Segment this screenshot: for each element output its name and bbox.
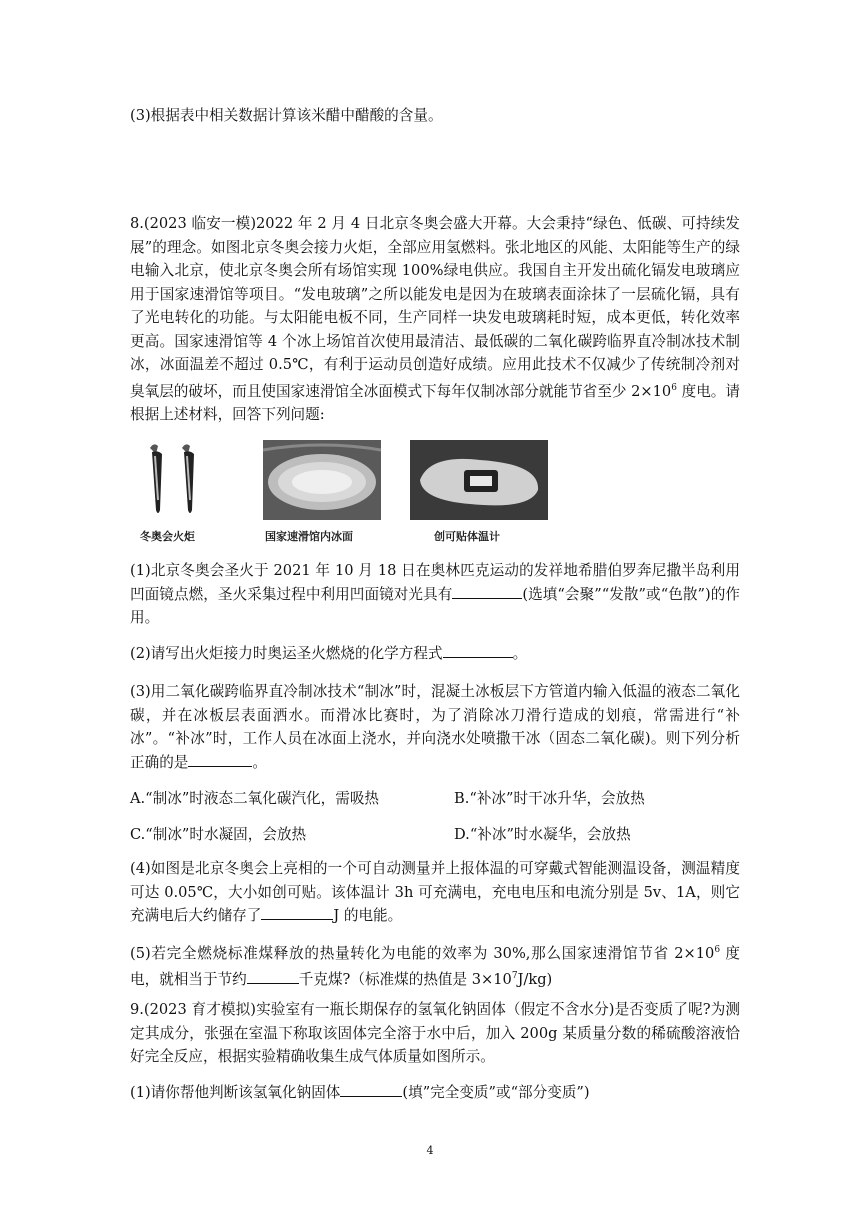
q8-part5-superscript-1: 6 [714, 945, 721, 955]
q8-part5 [130, 939, 740, 992]
thermometer-image [410, 440, 548, 520]
figure-row [140, 440, 560, 546]
q8-intro-superscript: 6 [671, 382, 677, 393]
q8-part2-text-a: (2)请写出火炬接力时奥运圣火燃烧的化学方程式 [130, 645, 443, 662]
answer-blank[interactable] [188, 751, 252, 767]
answer-blank[interactable] [261, 904, 333, 920]
answer-blank[interactable] [340, 1081, 402, 1097]
q7-part3-text: (3)根据表中相关数据计算该米醋中醋酸的含量。 [130, 107, 443, 124]
torch-caption: 冬奥会火炬 [140, 530, 195, 543]
q9-part1 [130, 1081, 740, 1105]
torch-image [140, 440, 210, 520]
q8-part5-text-d: J/kg) [517, 971, 553, 989]
q8-part3 [130, 680, 740, 774]
q8-part1-text-b: (选填“会聚”“发散”或“色散”)的作用。 [130, 585, 740, 626]
q8-part2-text-b: 。 [512, 645, 528, 662]
q8-part1 [130, 559, 740, 630]
q8-part1-text-a: (1)北京冬奥会圣火于 2021 年 10 月 18 日在奥林匹克运动的发祥地希腊伯罗奔尼撒半岛利用凹面镜点燃，圣火采集过程中利用凹面镜对光具有 [130, 562, 740, 603]
q8-part5-text-b: 度电，就相当于节约 [130, 944, 740, 989]
q8-part4-text-a: (4)如图是北京冬奥会上亮相的一个可自动测量并上报体温的可穿戴式智能测温设备，测温精度可达 0.05℃，大小如创可贴。该体温计 3h 可充满电，充电电压和电流分别是 5v、1A，则它充满电后大约储存了 [130, 860, 740, 924]
answer-blank[interactable] [247, 968, 299, 984]
ice-rink-image [263, 440, 381, 520]
q8-intro [130, 212, 740, 426]
thermometer-caption: 创可贴体温计 [434, 530, 500, 543]
q8-intro-text: 8.(2023 临安一模)2022 年 2 月 4 日北京冬奥会盛大开幕。大会秉持“绿色、低碳、可持续发展”的理念。如图北京冬奥会接力火炬，全部应用氢燃料。张北地区的风能、太阳能等生产的绿电输入北京，使北京冬奥会所有场馆实现 100%绿电供应。我国自主开发出硫化镉发电玻璃应用于国家速滑馆等项目。“发电玻璃”之所以能发电是因为在玻璃表面涂抹了一层硫化镉，具有了光电转化的功能。与太阳能电板不同，生产同样一块发电玻璃耗时短，成本更低，转化效率更高。国家速滑馆等 4 个冰上场馆首次使用最清洁、最低碳的二氧化碳跨临界直冷制冰技术制冰，冰面温差不超过 0.5℃，有利于运动员创造好成绩。应用此技术不仅减少了传统制冷剂对臭氧层的破坏，而且使国家速滑馆全冰面模式下每年仅制冰部分就能节省至少 2×10 [130, 215, 740, 400]
option-d[interactable]: D.“补冰”时水凝华，会放热 [454, 826, 631, 843]
option-c[interactable]: C.“制冰”时水凝固，会放热 [130, 826, 307, 843]
option-a[interactable]: A.“制冰”时液态二氧化碳汽化，需吸热 [130, 790, 380, 807]
q8-part4-text-b: J 的电能。 [333, 907, 403, 924]
q7-part3 [130, 104, 740, 128]
q8-intro-tail: 度电。请根据上述材料，回答下列问题: [130, 382, 741, 423]
q9-part1-text-a: (1)请你帮他判断该氢氧化钠固体 [130, 1084, 341, 1101]
q8-part2 [130, 642, 740, 666]
q9-intro [130, 998, 740, 1069]
q8-part3-text-a: (3)用二氧化碳跨临界直冷制冰技术“制冰”时，混凝土冰板层下方管道内输入低温的液态二氧化碳，并在冰板层表面洒水。而滑冰比赛时，为了消除冰刀滑行造成的划痕，常需进行“补冰”。“补冰”时，工作人员在冰面上浇水，并向浇水处喷撒干冰（固态二氧化碳)。则下列分析正确的是 [130, 683, 740, 771]
q8-part5-text-c: 千克煤?（标准煤的热值是 3×10 [298, 971, 512, 989]
ice-rink-caption: 国家速滑馆内冰面 [265, 530, 353, 543]
q8-part3-text-b: 。 [252, 753, 267, 771]
option-b[interactable]: B.“补冰”时干冰升华，会放热 [454, 790, 645, 807]
q9-intro-text: 9.(2023 育才模拟)实验室有一瓶长期保存的氢氧化钠固体（假定不含水分)是否变质了呢?为测定其成分，张强在室温下称取该固体完全溶于水中后，加入 200g 某质量分数的稀硫酸溶液恰好完全反应，根据实验精确收集生成气体质量如图所示。 [130, 1001, 740, 1065]
answer-blank[interactable] [452, 583, 522, 599]
answer-blank[interactable] [443, 642, 513, 658]
q8-part5-superscript-2: 7 [511, 971, 518, 982]
q8-part5-text-a: (5)若完全燃烧标准煤释放的热量转化为电能的效率为 30%,那么国家速滑馆节省 2×10 [130, 944, 715, 962]
q9-part1-text-b: (填”完全变质”或“部分变质”) [402, 1084, 590, 1101]
page-number: 4 [426, 1144, 434, 1157]
q8-part4 [130, 857, 740, 928]
